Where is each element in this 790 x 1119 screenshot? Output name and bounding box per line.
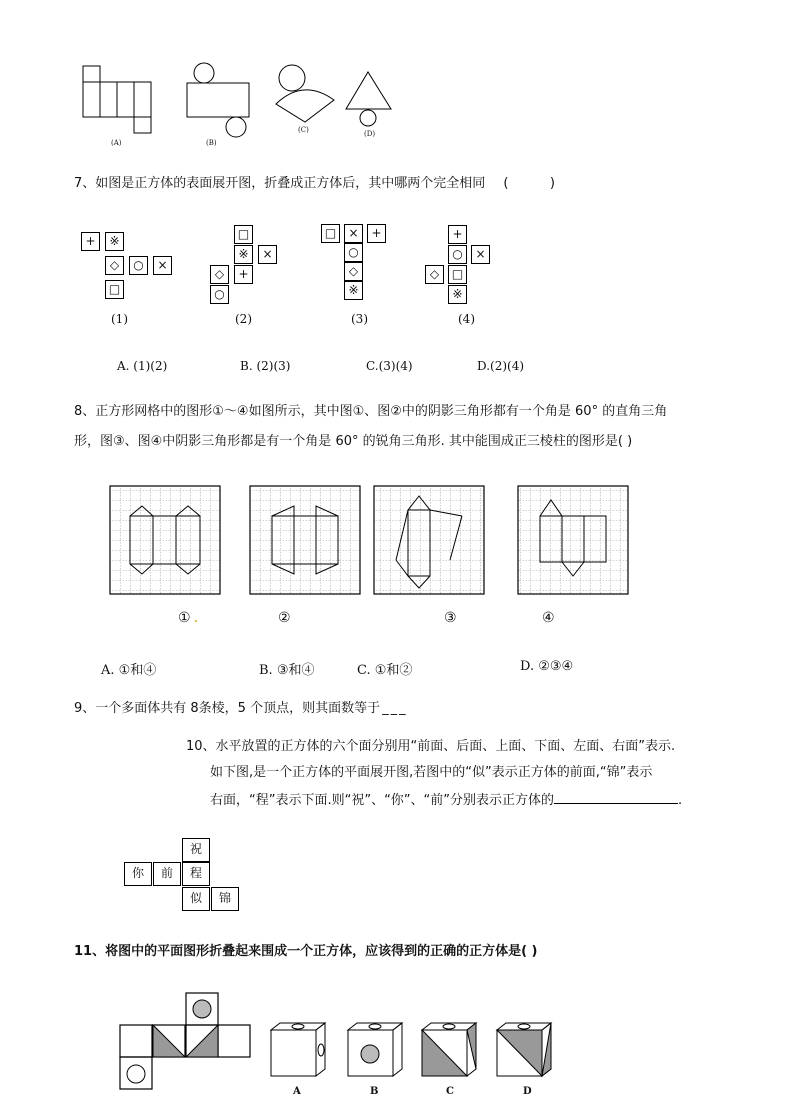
q11-text: 11、将图中的平面图形折叠起来围成一个正方体，应该得到的正确的正方体是( ) [74,944,538,959]
q11-cube-d-label[interactable]: D [523,1086,532,1097]
figure-d-label: (D) [364,130,376,138]
net1-cell: ○ [129,256,148,275]
q10-cell-qian: 前 [153,862,181,886]
net2-cell: × [258,245,277,264]
q8-line-1: 8、正方形网格中的图形①～④如图所示，其中图①、图②中的阴影三角形都有一个角是 60° 的直角三角 [74,404,668,419]
q8-caption-1 [178,610,198,626]
q8-caption-dot: . [193,610,199,626]
q8-grid-3 [374,486,484,594]
net3-cell: + [367,224,386,243]
figure-a-label: (A) [111,139,122,147]
net2-cell: + [234,265,253,284]
q11-net-shade-2 [186,1025,218,1057]
q11-cube-b-label[interactable]: B [370,1086,379,1097]
q7-option-a[interactable]: A. (1)(2) [117,359,168,373]
net1-cell: × [153,256,172,275]
q10-cell-cheng: 程 [182,862,210,886]
q10-cell-ni: 你 [124,862,152,886]
q8-caption-1-text: ① [178,610,191,626]
q7-option-c[interactable]: C.(3)(4) [366,359,413,373]
net3-cell: ※ [344,281,363,300]
q10-line-3 [210,789,682,811]
figure-c-label: (C) [298,126,309,134]
net2-cell: ※ [234,245,253,264]
q8-grid-2 [250,486,360,594]
net4-cell: ○ [448,245,467,264]
q11-cube-b [348,1023,402,1076]
q11-net-white-circle [127,1065,145,1083]
q7-net-2-caption: (2) [235,312,252,326]
q9-blank[interactable]: ___ [382,701,408,716]
q11-cube-a-label[interactable]: A [293,1086,301,1097]
q8-option-a[interactable]: A. ①和④ [101,663,157,678]
q11-cube-c-label[interactable]: C [446,1086,454,1097]
q10-answer-blank[interactable] [554,789,678,804]
figure-b-net [187,63,249,137]
net1-cell: ※ [105,232,124,251]
net2-cell: ◇ [210,265,229,284]
q8-grids [0,480,790,610]
net4-cell: + [448,225,467,244]
q9-question: 9、一个多面体共有 8条棱，5 个顶点，则其面数等于 [74,701,381,716]
q11-cube-d [497,1023,551,1076]
q8-grid-1 [110,486,220,594]
q11-cube-a [271,1023,325,1076]
q7-text [74,174,555,194]
q11-net-gray-circle [193,1000,211,1018]
q10-cell-si: 似 [182,887,210,911]
q10-line-3-end: . [678,793,683,808]
q10-line-3-text: 右面，“程”表示下面.则“祝”、“你”、“前”分别表示正方体的 [210,793,555,808]
q8-option-b[interactable]: B. ③和④ [259,663,315,678]
net1-cell: □ [105,280,124,299]
q8-grid-4 [518,486,628,594]
figure-a-net [83,66,151,133]
net3-cell: □ [321,224,340,243]
q7-net-1-caption: (1) [111,312,128,326]
q10-cell-zhu: 祝 [182,838,210,862]
q7-net-4-caption: (4) [458,312,475,326]
q8-caption-3: ③ [444,610,457,626]
q7-net-3-caption: (3) [351,312,368,326]
q7-option-d[interactable]: D.(2)(4) [477,359,525,373]
net2-cell: ○ [210,285,229,304]
net1-cell: ◇ [105,256,124,275]
net4-cell: × [471,245,490,264]
net4-cell: ※ [448,285,467,304]
q7-option-b[interactable]: B. (2)(3) [240,359,291,373]
q8-caption-4: ④ [542,610,555,626]
q10-cell-jin: 锦 [211,887,239,911]
net3-cell: × [344,224,363,243]
q9-text [74,699,408,719]
net1-cell: + [81,232,100,251]
net4-cell: □ [448,265,467,284]
q8-caption-2: ② [278,610,291,626]
net3-cell: ◇ [344,262,363,281]
q10-line-2: 如下图,是一个正方体的平面展开图,若图中的“似”表示正方体的前面,“锦”表示 [210,765,653,780]
net3-cell: ○ [344,243,363,262]
net2-cell: □ [234,225,253,244]
q10-line-1: 10、水平放置的正方体的六个面分别用“前面、后面、上面、下面、左面、右面”表示. [186,739,676,754]
figure-d-net [346,72,391,126]
figure-c-net [276,65,334,122]
q11-figures [0,990,790,1110]
q11-net-shade-1 [153,1025,185,1057]
q11-cube-c [422,1023,476,1076]
q8-option-c[interactable]: C. ①和② [357,663,413,678]
q8-line-2: 形，图③、图④中阴影三角形都是有一个角是 60° 的锐角三角形. 其中能围成正三棱柱的图形是( ) [74,434,633,449]
q7-answer-paren: ( ) [503,176,555,191]
q8-option-d[interactable]: D. ②③④ [520,659,574,674]
top-figure [0,0,790,160]
net4-cell: ◇ [425,265,444,284]
figure-b-label: (B) [206,139,217,147]
q7-question: 7、如图是正方体的表面展开图，折叠成正方体后，其中哪两个完全相同 [74,176,486,191]
